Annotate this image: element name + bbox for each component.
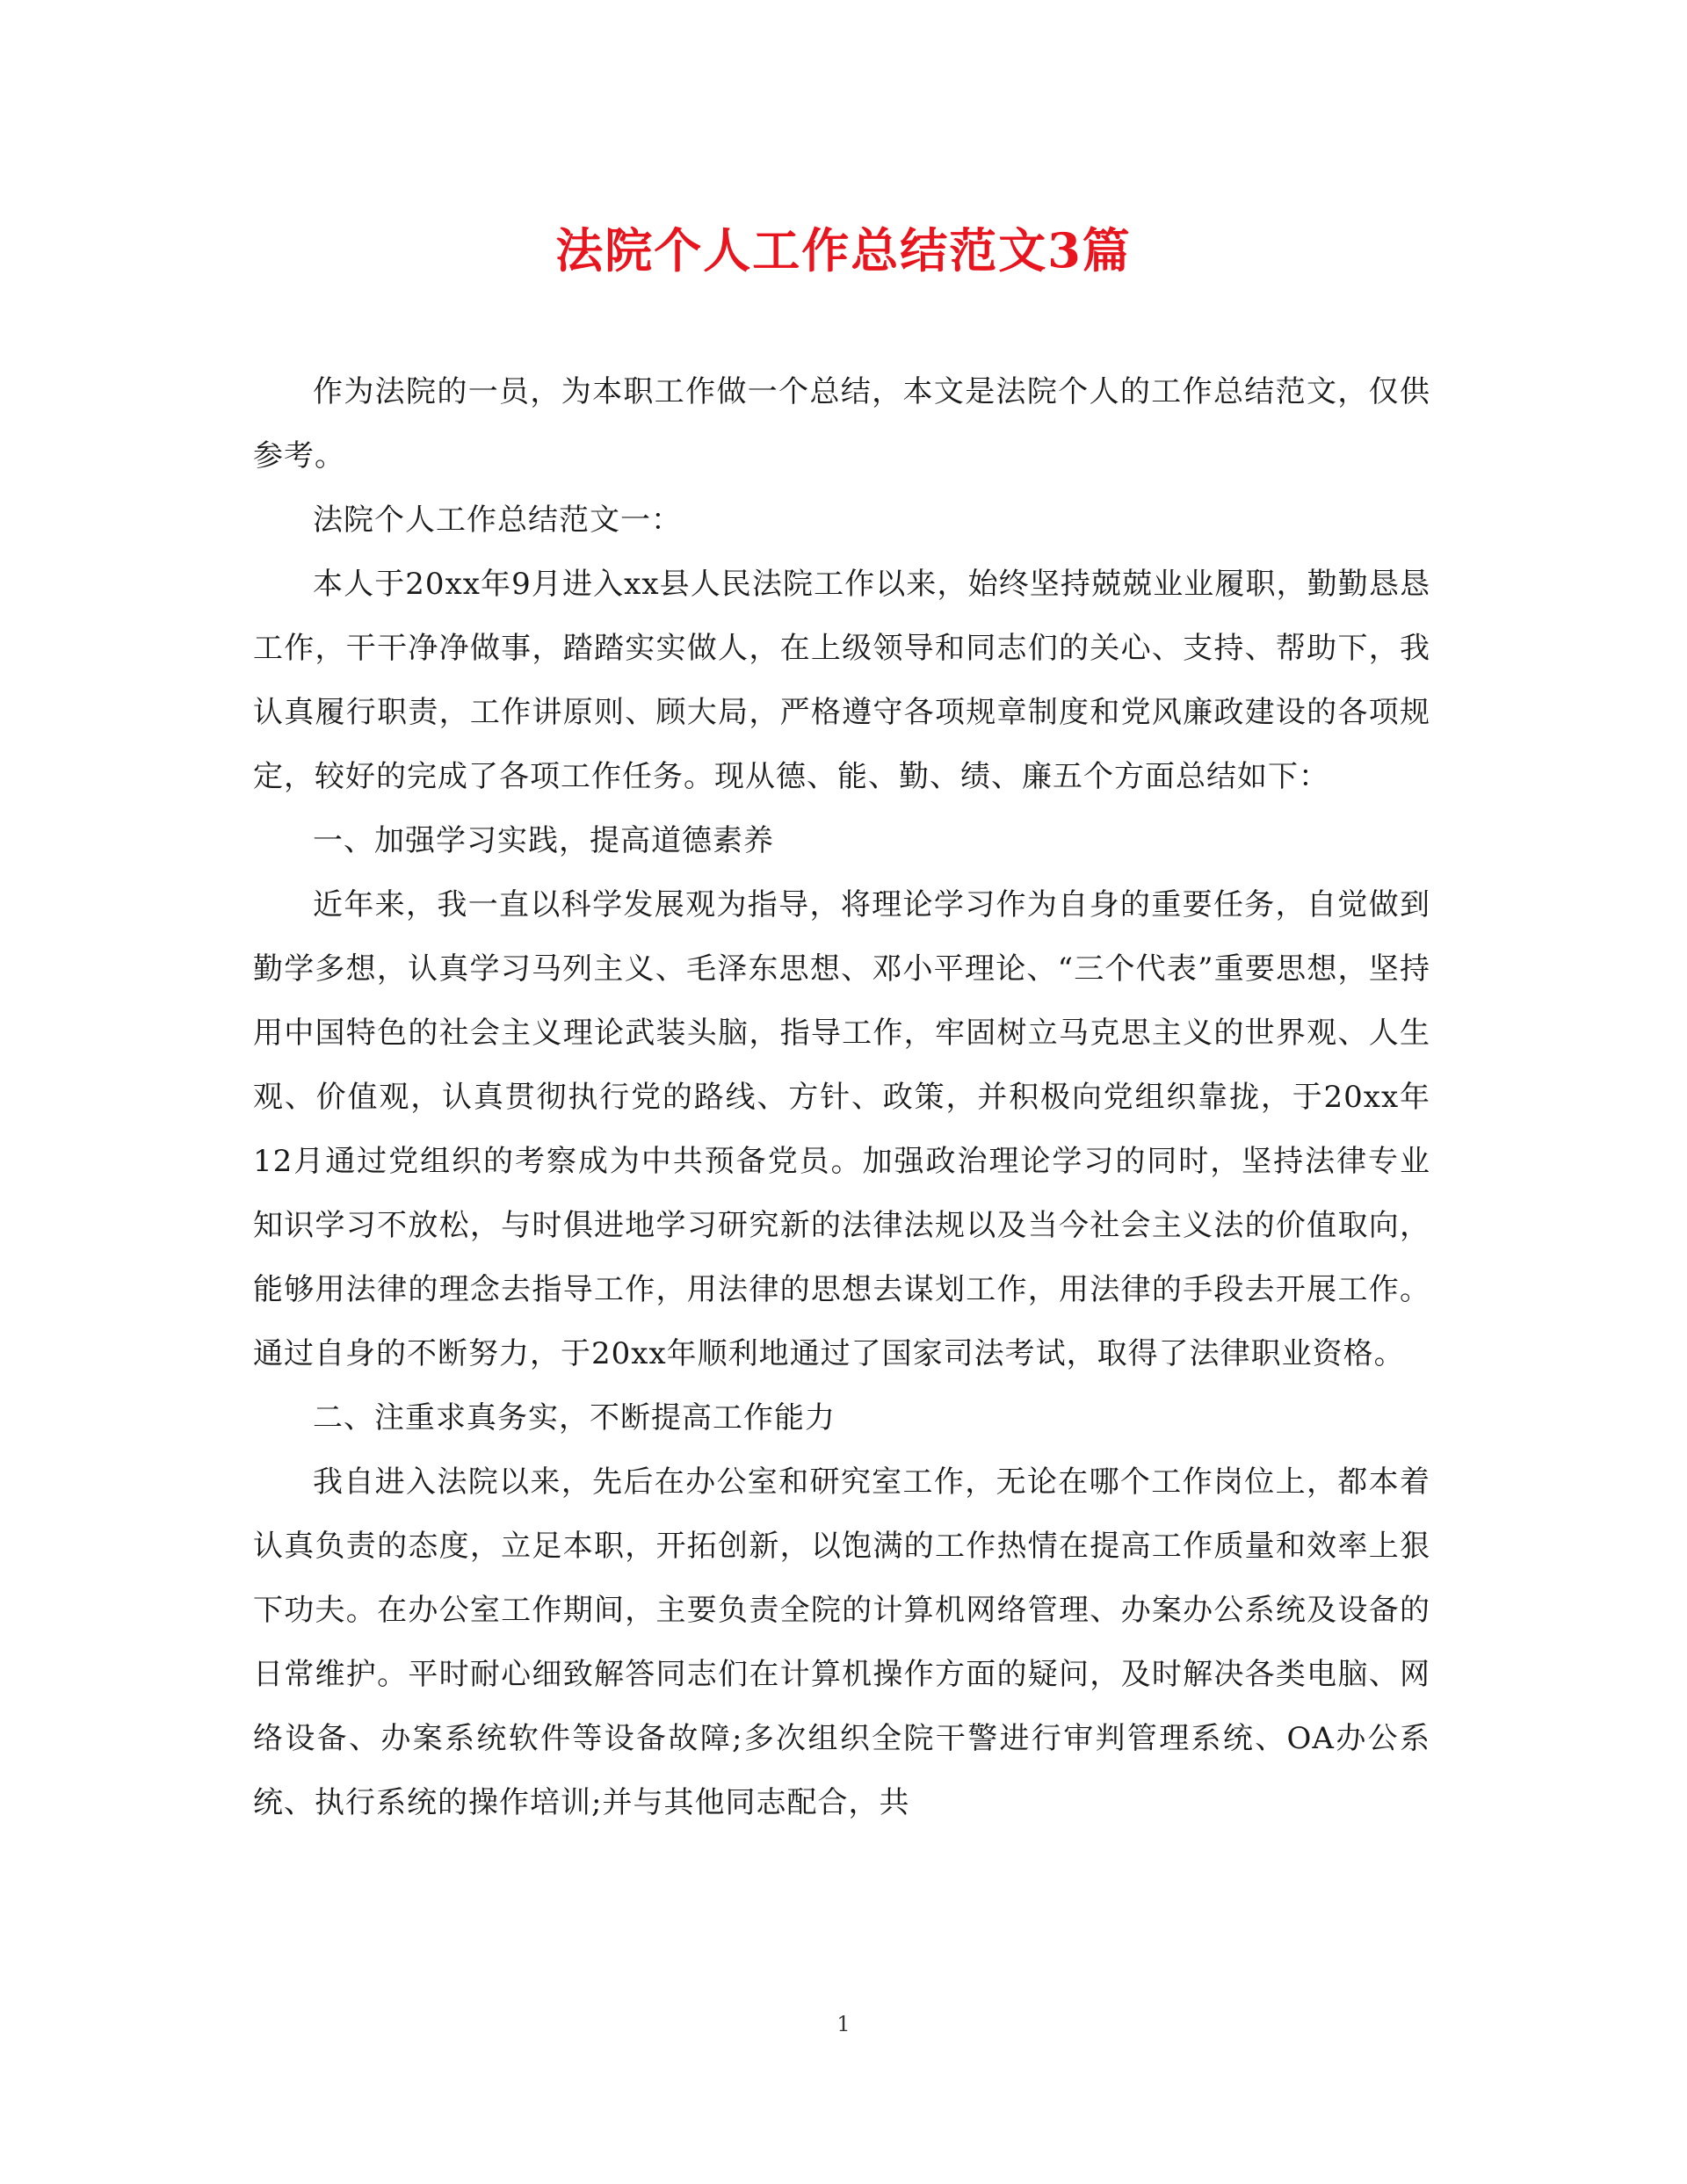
page-number: 1 (836, 2012, 851, 2036)
body-paragraph: 本人于20xx年9月进入xx县人民法院工作以来，始终坚持兢兢业业履职，勤勤恳恳工作，干干净净做事，踏踏实实做人，在上级领导和同志们的关心、支持、帮助下，我认真履行职责，工作讲原则、顾大局，严格遵守各项规章制度和党风廉政建设的各项规定，较好的完成了各项工作任务。现从德、能、勤、绩、廉五个方面总结如下： (253, 567, 1430, 794)
body-paragraph: 我自进入法院以来，先后在办公室和研究室工作，无论在哪个工作岗位上，都本着认真负责的态度，立足本职，开拓创新，以饱满的工作热情在提高工作质量和效率上狠下功夫。在办公室工作期间，主要负责全院的计算机网络管理、办案办公系统及设备的日常维护。平时耐心细致解答同志们在计算机操作方面的疑问，及时解决各类电脑、网络设备、办案系统软件等设备故障;多次组织全院干警进行审判管理系统、OA办公系统、执行系统的操作培训;并与其他同志配合，共 (253, 1464, 1430, 1820)
document-title: 法院个人工作总结范文3篇 (555, 222, 1132, 278)
body-paragraph: 近年来，我一直以科学发展观为指导，将理论学习作为自身的重要任务，自觉做到勤学多想，认真学习马列主义、毛泽东思想、邓小平理论、“三个代表”重要思想，坚持用中国特色的社会主义理论武装头脑，指导工作，牢固树立马克思主义的世界观、人生观、价值观，认真贯彻执行党的路线、方针、政策，并积极向党组织靠拢，于20xx年12月通过党组织的考察成为中共预备党员。加强政治理论学习的同时，坚持法律专业知识学习不放松，与时俱进地学习研究新的法律法规以及当今社会主义法的价值取向，能够用法律的理念去指导工作，用法律的思想去谋划工作，用法律的手段去开展工作。通过自身的不断努力，于20xx年顺利地通过了国家司法考试，取得了法律职业资格。 (253, 887, 1430, 1371)
section-heading-ability: 二、注重求真务实，不断提高工作能力 (313, 1400, 836, 1436)
section-heading-sample-one: 法院个人工作总结范文一： (313, 503, 682, 538)
document-body (253, 360, 1430, 1835)
section-heading-study: 一、加强学习实践，提高道德素养 (313, 823, 774, 858)
intro-paragraph: 作为法院的一员，为本职工作做一个总结，本文是法院个人的工作总结范文，仅供参考。 (253, 374, 1430, 474)
